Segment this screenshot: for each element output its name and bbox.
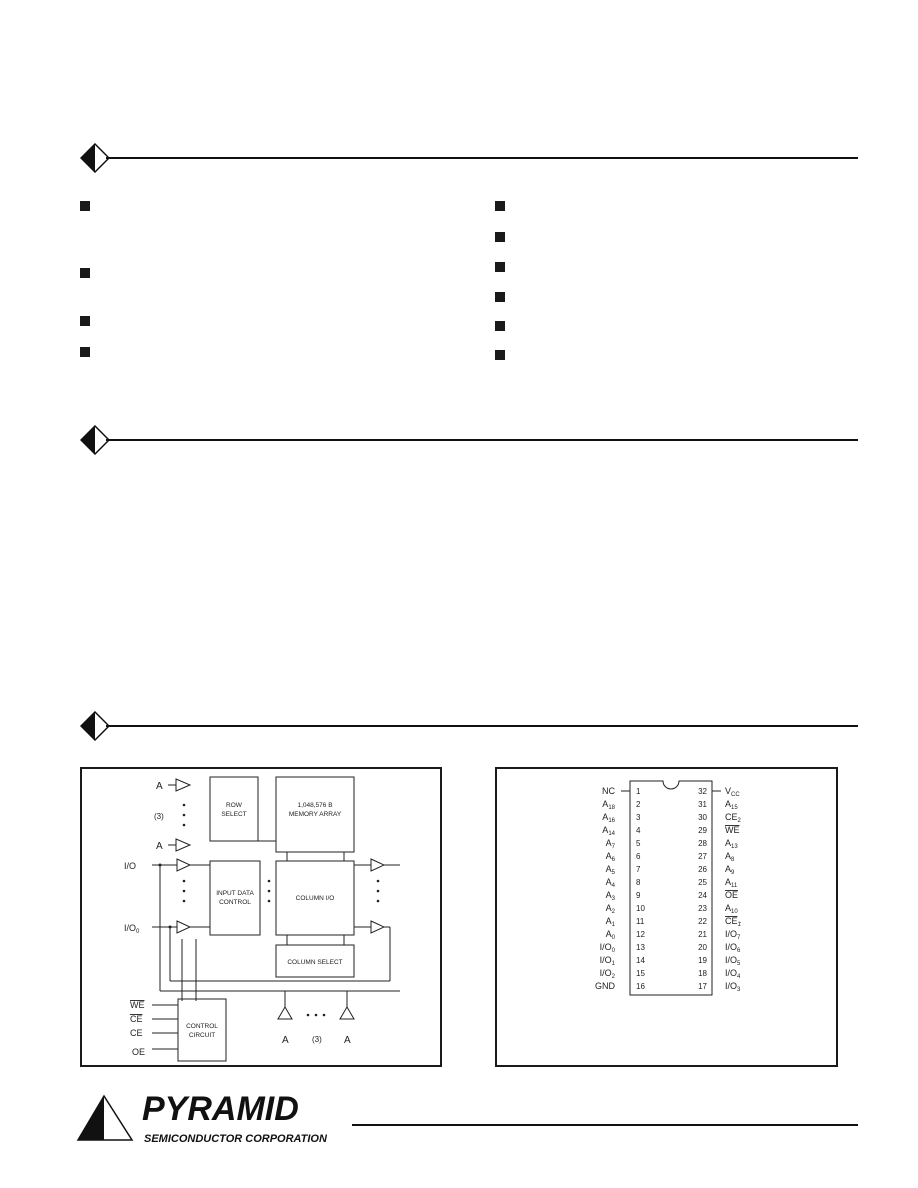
pin-number: 31	[698, 800, 707, 809]
pin-number: 7	[636, 865, 641, 874]
address-input-label: A	[156, 781, 163, 792]
pin-label: $I/O_6$	[725, 942, 741, 954]
feature-bullet	[80, 347, 90, 357]
pin-number: 13	[636, 943, 645, 952]
pin-number: 21	[698, 930, 707, 939]
pin-label: $A_5$	[605, 864, 615, 876]
feature-bullet	[80, 316, 90, 326]
pin-number: 26	[698, 865, 707, 874]
pin-label: $I/O_3$	[725, 981, 741, 993]
control-circuit-label: CONTROL	[186, 1023, 218, 1030]
address-input-label: A	[156, 841, 163, 852]
pin-label: $I/O_0$	[599, 942, 615, 954]
io-label: I/O	[124, 861, 137, 871]
pin-number: 15	[636, 969, 645, 978]
pin-number: 28	[698, 839, 707, 848]
pin-number: 8	[636, 878, 641, 887]
pin-label: $A_{13}$	[725, 838, 738, 850]
control-signal-we: WE	[130, 1000, 145, 1010]
pin-number: 32	[698, 787, 707, 796]
pin-number: 10	[636, 904, 645, 913]
pin-label: $I/O_2$	[599, 968, 615, 980]
pin-label: $A_{10}$	[725, 903, 738, 915]
pin-number: 4	[636, 826, 641, 835]
block-diagram-box	[80, 767, 442, 1067]
pin-label: $CE_1$	[725, 916, 741, 928]
feature-bullet	[495, 201, 505, 211]
pin-label: $A_{11}$	[725, 877, 738, 889]
column-address-note: (3)	[312, 1035, 322, 1044]
input-control-label: INPUT DATA	[216, 890, 254, 897]
pin-label: $A_2$	[605, 903, 615, 915]
feature-bullet	[495, 232, 505, 242]
pin-number: 2	[636, 800, 641, 809]
feature-bullet	[80, 201, 90, 211]
pin-number: 27	[698, 852, 707, 861]
pin-label: $A_3$	[605, 890, 615, 902]
pin-label: GND	[595, 981, 615, 991]
pin-number: 12	[636, 930, 645, 939]
memory-array-label: 1,048,576 B	[297, 802, 333, 809]
pin-label: $A_{16}$	[602, 812, 615, 824]
pin-label: $A_{18}$	[602, 799, 615, 811]
pin-label: $I/O_4$	[725, 968, 741, 980]
pin-number: 9	[636, 891, 641, 900]
pin-label: $A_{15}$	[725, 799, 738, 811]
control-signal-ce2: CE	[130, 1028, 143, 1038]
pin-number: 14	[636, 956, 645, 965]
pin-label: $I/O_7$	[725, 929, 741, 941]
pin-number: 29	[698, 826, 707, 835]
pin-label: NC	[602, 786, 615, 796]
control-circuit-label: CIRCUIT	[188, 1032, 216, 1039]
feature-bullet	[495, 350, 505, 360]
pin-number: 11	[636, 917, 645, 926]
pin-number: 25	[698, 878, 707, 887]
pin-number: 20	[698, 943, 707, 952]
feature-bullet	[495, 292, 505, 302]
pin-label: WE	[725, 825, 740, 835]
pyramid-logo	[76, 1086, 366, 1156]
section-rule-features	[80, 143, 858, 173]
memory-array-label: MEMORY ARRAY	[288, 811, 342, 818]
column-select-label: COLUMN SELECT	[287, 959, 343, 966]
pin-number: 16	[636, 982, 645, 991]
pin-label: $A_{14}$	[602, 825, 615, 837]
pin-label: $A_7$	[605, 838, 615, 850]
control-signal-ce1: CE	[130, 1014, 143, 1024]
input-control-label: CONTROL	[219, 899, 251, 906]
column-address-label: A	[282, 1035, 289, 1046]
control-signal-oe: OE	[132, 1047, 146, 1057]
pin-label: $A_1$	[605, 916, 615, 928]
address-note: (3)	[154, 812, 164, 821]
section-rule-diagrams	[80, 711, 858, 741]
pin-label: $A_4$	[605, 877, 615, 889]
pin-label: $I/O_1$	[599, 955, 615, 967]
pin-number: 24	[698, 891, 707, 900]
column-address-label: A	[344, 1035, 351, 1046]
pin-number: 19	[698, 956, 707, 965]
row-select-label: ROW	[226, 802, 242, 809]
pin-label: $A_8$	[725, 851, 735, 863]
pin-number: 1	[636, 787, 641, 796]
logo-tagline: SEMICONDUCTOR CORPORATION	[144, 1133, 327, 1145]
pin-number: 23	[698, 904, 707, 913]
pin-configuration-box	[495, 767, 838, 1067]
pin-label: $A_6$	[605, 851, 615, 863]
pin-label: $V_{CC}$	[725, 786, 740, 798]
pin-label: $A_0$	[605, 929, 615, 941]
section-rule-description	[80, 425, 858, 455]
block-diagram	[82, 769, 440, 1065]
pin-label: $A_9$	[725, 864, 735, 876]
io-label: $I/O_0$	[124, 923, 140, 935]
pin-label: OE	[725, 890, 739, 900]
feature-bullet	[495, 321, 505, 331]
row-select-label: SELECT	[221, 811, 247, 818]
pin-number: 3	[636, 813, 641, 822]
pin-configuration-diagram	[497, 769, 836, 1065]
pin-number: 18	[698, 969, 707, 978]
logo-name: PYRAMID	[142, 1090, 299, 1128]
column-io-label: COLUMN I/O	[295, 895, 335, 902]
pin-number: 17	[698, 982, 707, 991]
feature-bullet	[495, 262, 505, 272]
pin-number: 5	[636, 839, 641, 848]
pin-number: 6	[636, 852, 641, 861]
pin-number: 22	[698, 917, 707, 926]
feature-bullet	[80, 268, 90, 278]
pin-label: $CE_2$	[725, 812, 741, 824]
footer-rule	[352, 1124, 858, 1126]
pin-number: 30	[698, 813, 707, 822]
pin-label: $I/O_5$	[725, 955, 741, 967]
